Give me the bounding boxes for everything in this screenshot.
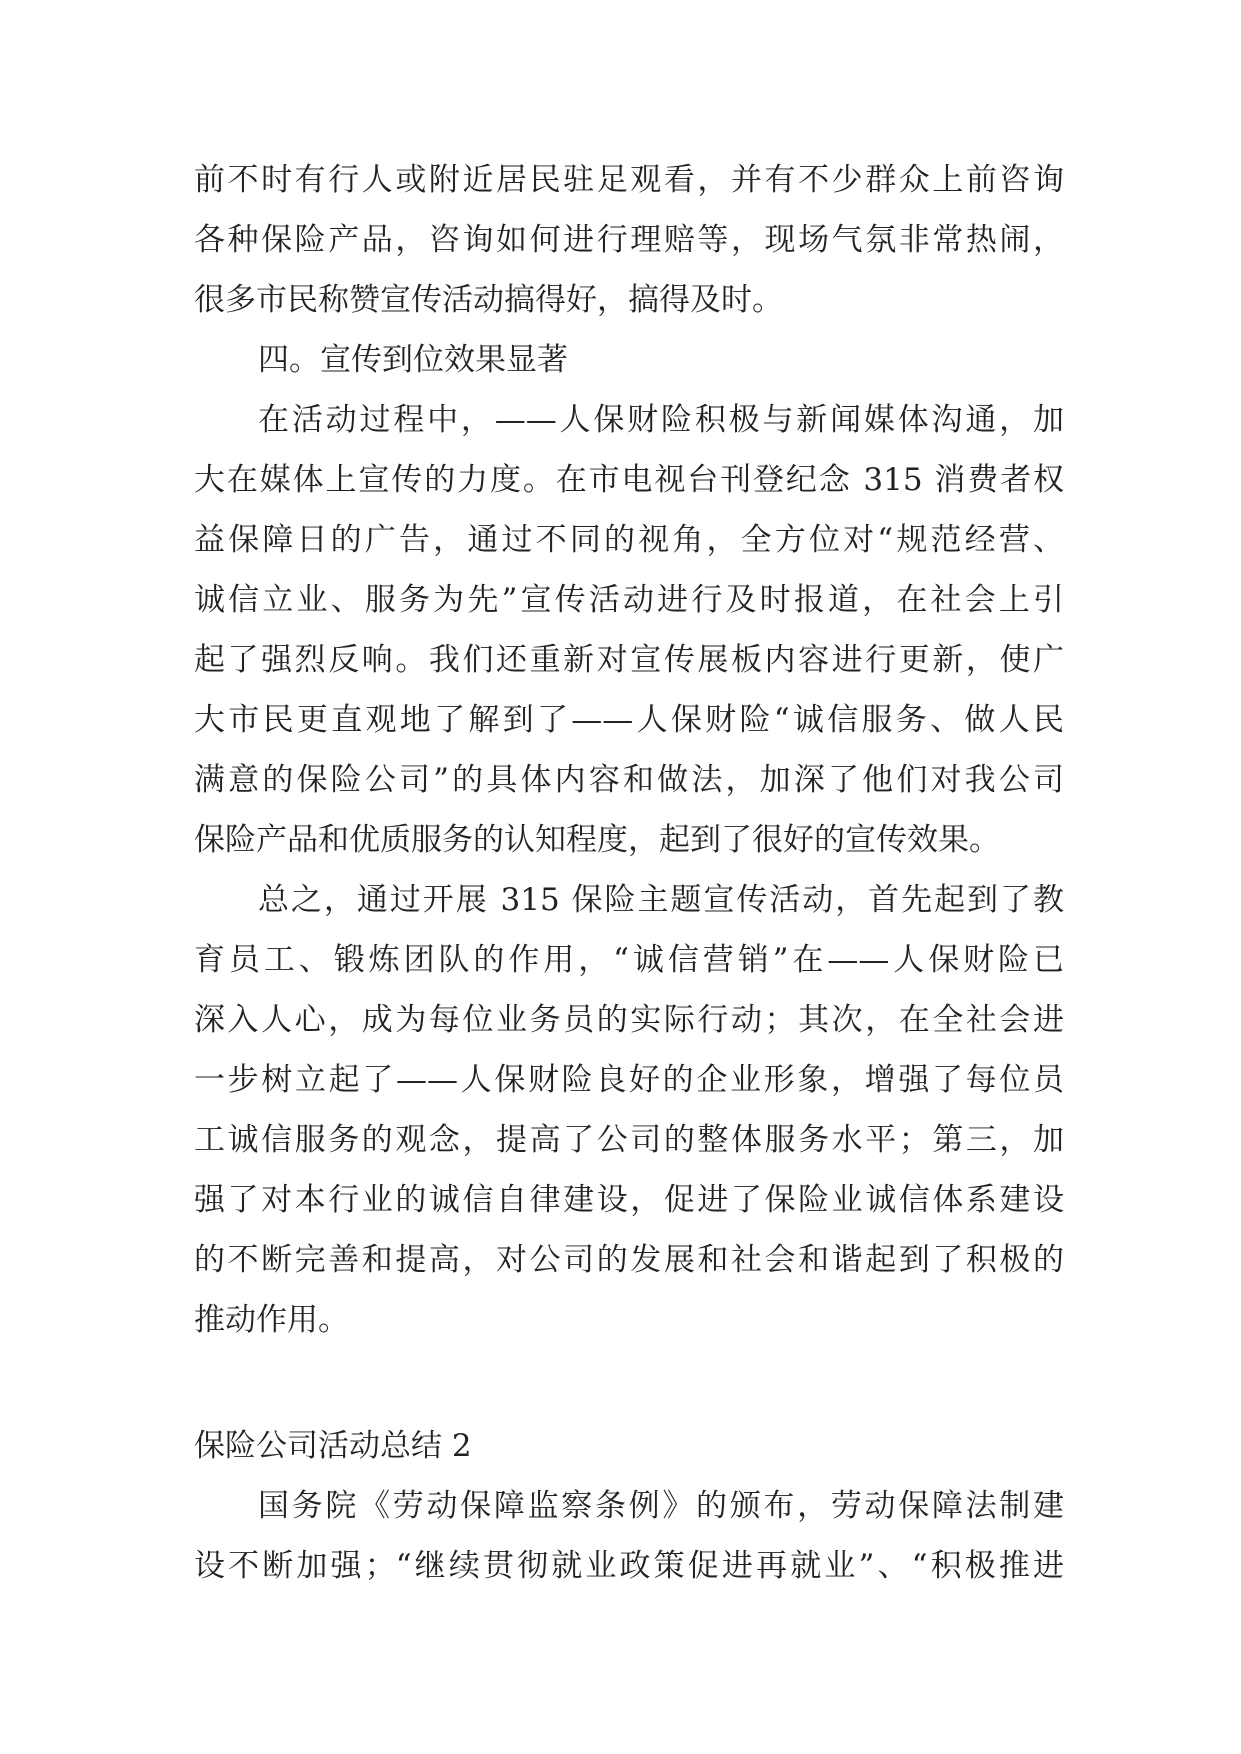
text-line: 大在媒体上宣传的力度。在市电视台刊登纪念 315 消费者权 (194, 462, 1064, 498)
text-line: 在活动过程中，——人保财险积极与新闻媒体沟通，加 (258, 402, 1064, 438)
subheading (194, 330, 1064, 390)
text-line: 总之，通过开展 315 保险主题宣传活动，首先起到了教 (258, 882, 1064, 918)
text-line: 的不断完善和提高，对公司的发展和社会和谐起到了积极的 (194, 1242, 1064, 1278)
section-title-text: 保险公司活动总结 2 (194, 1428, 472, 1464)
text-line: 保险产品和优质服务的认知程度，起到了很好的宣传效果。 (194, 822, 1000, 858)
text-line: 起了强烈反响。我们还重新对宣传展板内容进行更新，使广 (194, 642, 1064, 678)
text-line: 诚信立业、服务为先”宣传活动进行及时报道，在社会上引 (194, 582, 1064, 618)
text-line: 深入人心，成为每位业务员的实际行动；其次，在全社会进 (194, 1002, 1064, 1038)
text-line: 工诚信服务的观念，提高了公司的整体服务水平；第三，加 (194, 1122, 1064, 1158)
text-line: 推动作用。 (194, 1302, 349, 1338)
text-line: 国务院《劳动保障监察条例》的颁布，劳动保障法制建 (258, 1488, 1064, 1524)
text-line: 满意的保险公司”的具体内容和做法，加深了他们对我公司 (194, 762, 1064, 798)
paragraph-conclusion (194, 870, 1064, 1350)
document-page (194, 150, 1064, 1596)
text-line: 大市民更直观地了解到了——人保财险“诚信服务、做人民 (194, 702, 1064, 738)
text-line: 强了对本行业的诚信自律建设，促进了保险业诚信体系建设 (194, 1182, 1064, 1218)
paragraph-media-publicity (194, 390, 1064, 870)
text-line: 很多市民称赞宣传活动搞得好，搞得及时。 (194, 282, 783, 318)
paragraph-continuation (194, 150, 1064, 330)
section-gap (194, 1350, 1064, 1416)
text-line: 各种保险产品，咨询如何进行理赔等，现场气氛非常热闹， (194, 222, 1064, 258)
text-line: 一步树立起了——人保财险良好的企业形象，增强了每位员 (194, 1062, 1064, 1098)
text-line: 益保障日的广告，通过不同的视角，全方位对“规范经营、 (194, 522, 1064, 558)
subheading-text: 四。宣传到位效果显著 (258, 342, 568, 378)
section-title (194, 1416, 1064, 1476)
text-line: 设不断加强；“继续贯彻就业政策促进再就业”、“积极推进 (194, 1548, 1064, 1584)
text-line: 前不时有行人或附近居民驻足观看，并有不少群众上前咨询 (194, 162, 1064, 198)
paragraph-section-2 (194, 1476, 1064, 1596)
text-line: 育员工、锻炼团队的作用，“诚信营销”在——人保财险已 (194, 942, 1064, 978)
